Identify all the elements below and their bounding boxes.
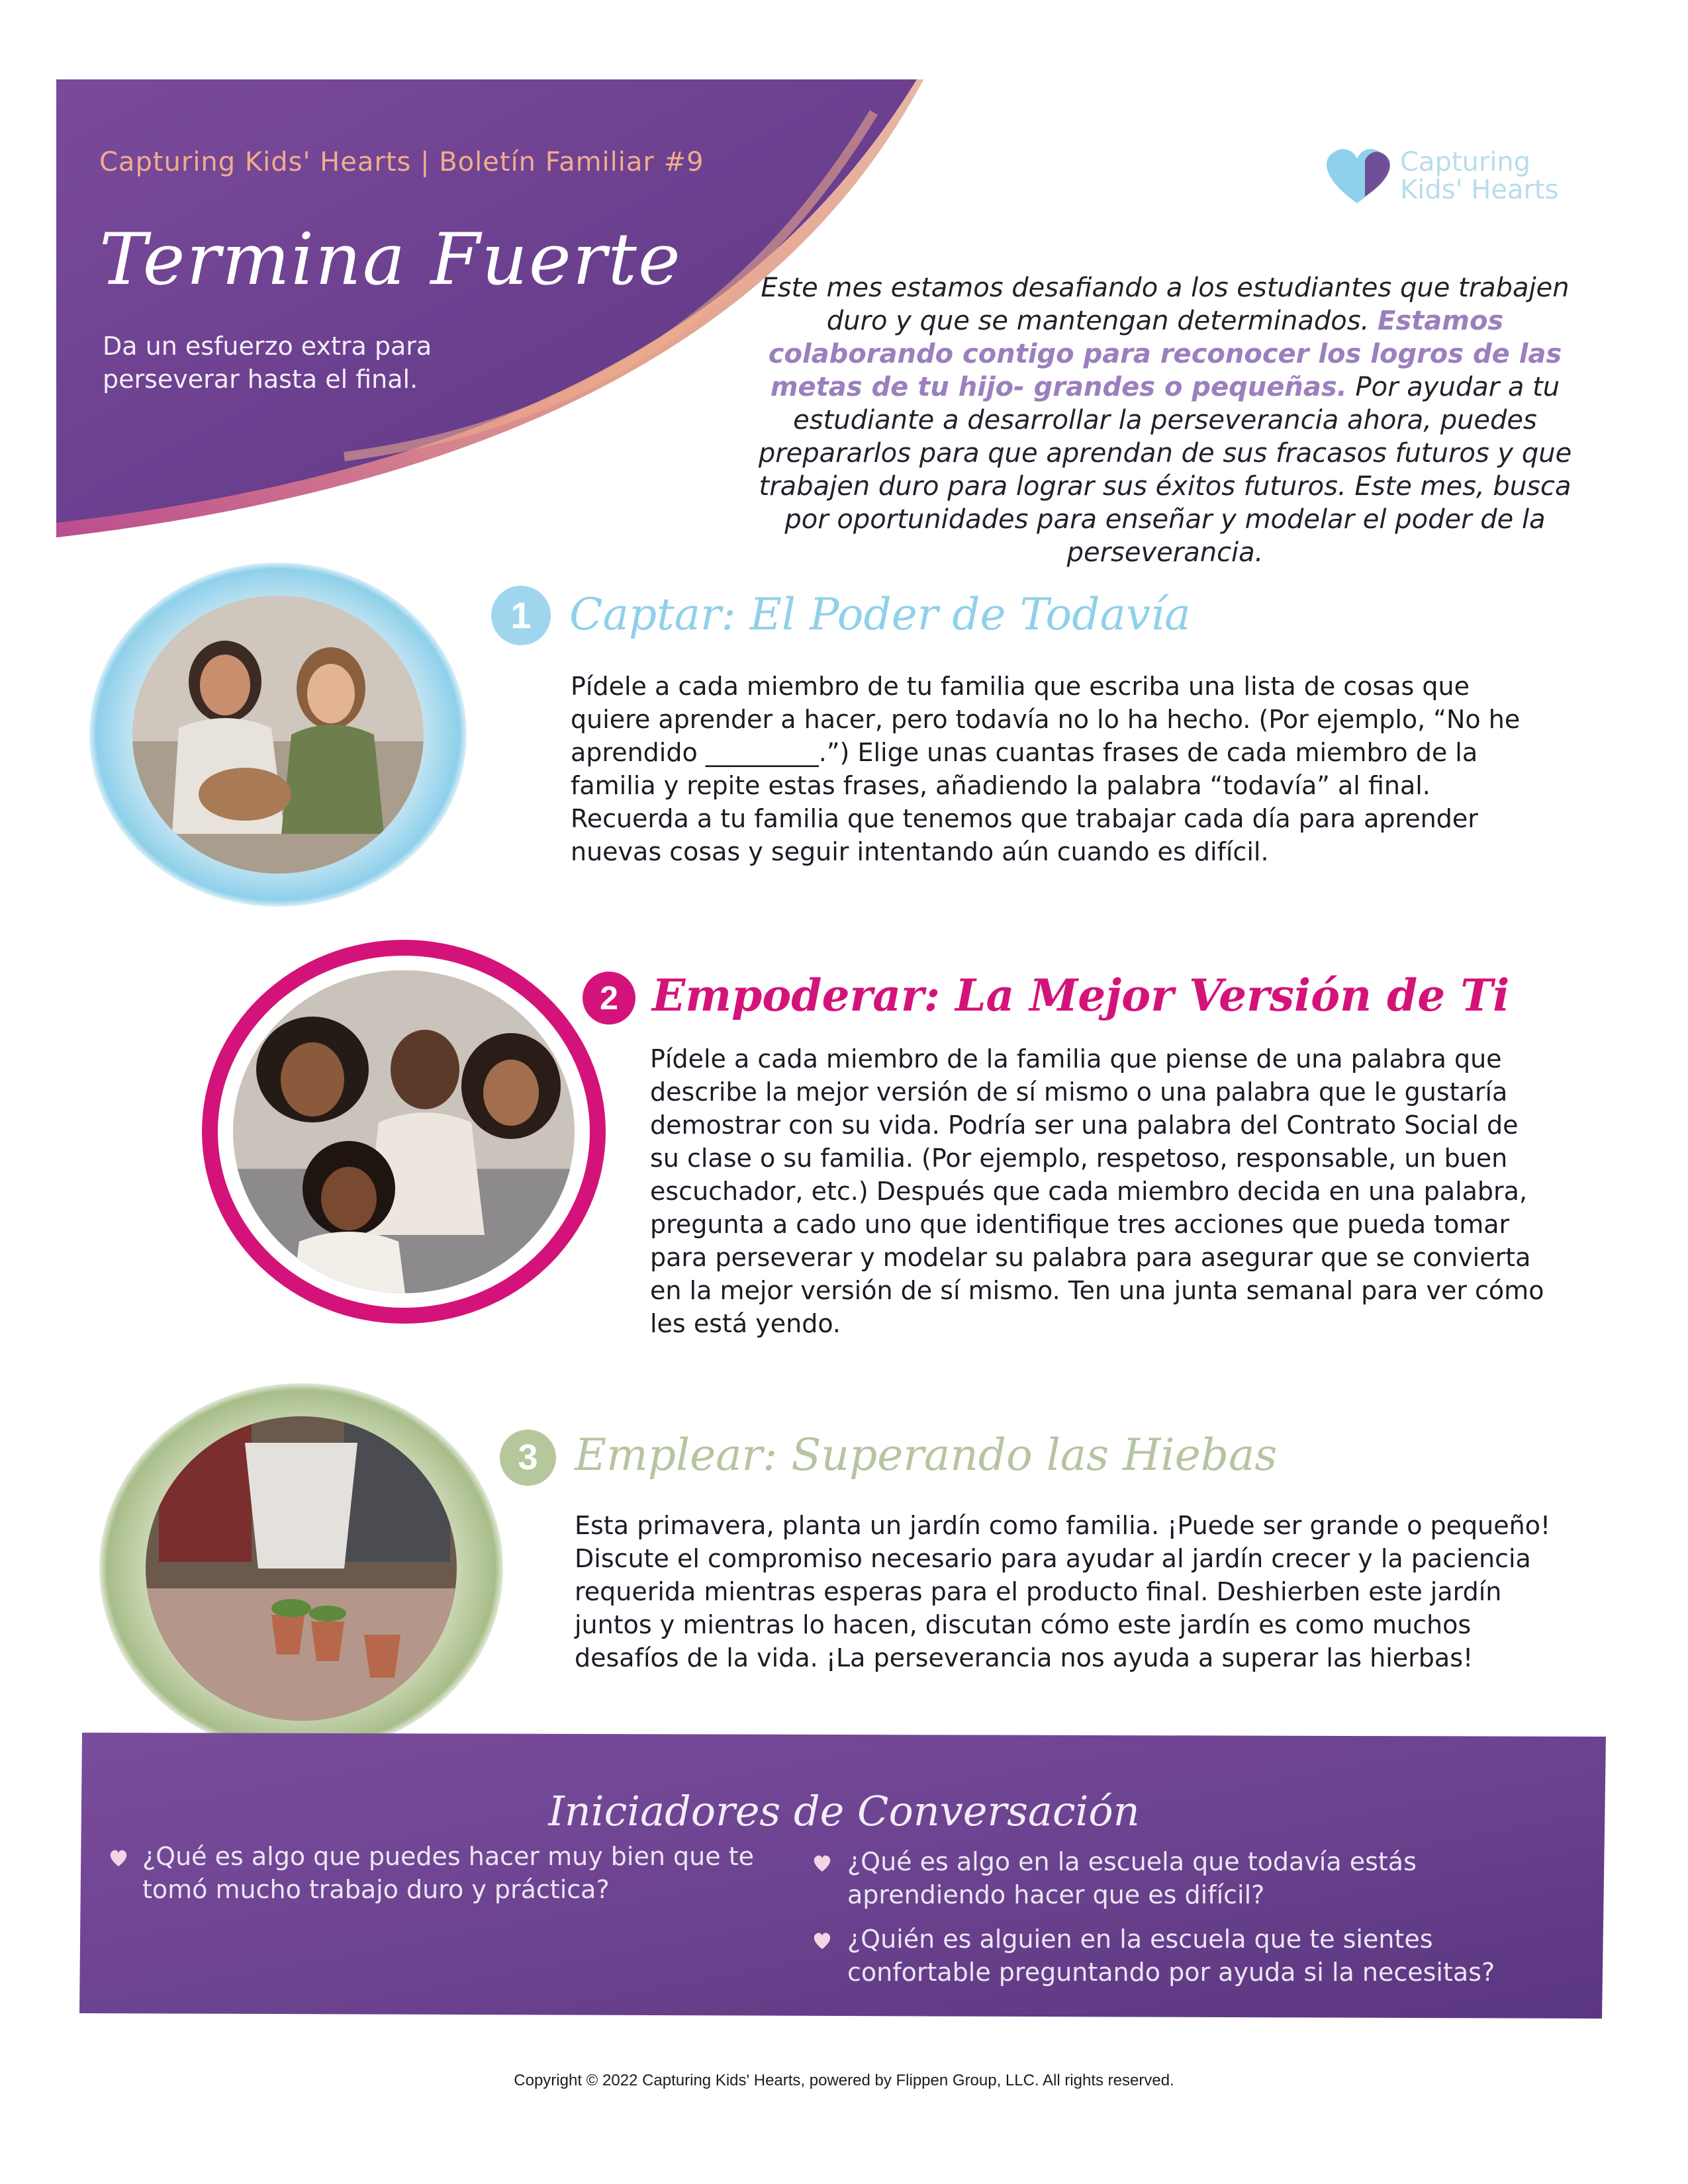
section-3-number: 3: [500, 1430, 556, 1486]
section-1-heading: Captar: El Poder de Todavía: [569, 589, 1191, 640]
section-2-heading: Empoderar: La Mejor Versión de Ti: [652, 970, 1510, 1021]
section-1-body: Pídele a cada miembro de tu familia que escriba una lista de cosas que quiere aprender a hacer, pero todavía no lo ha hecho. (Por ejemplo, “No he aprendido _________.”) Elige unas cuantas frases de cada miembro de la familia y repite estas frases, añadiendo la palabra “todavía” al final. Recuerda a tu familia que tenemos que trabajar cada día para aprender nuevas cosas y seguir intentando aún cuando es difícil.: [571, 672, 1521, 866]
photo-family: [233, 970, 575, 1293]
intro-text: Por ayudar a tu estudiante a desarrollar la perseverancia ahora, puedes prepararlos para que aprendan de sus fracasos futuros y que trabajen duro para lograr sus éxitos futuros. Este mes, busca por oportunidades para enseñar y modelar el poder de la perseverancia.: [758, 372, 1572, 568]
photo-garden: [146, 1416, 457, 1721]
conversation-starter-item: ¿Qué es algo en la escuela que todavía estás aprendiendo hacer que es difícil?: [847, 1847, 1417, 1909]
heart-bullet-icon: [811, 1929, 833, 1952]
page-title: Termina Fuerte: [99, 218, 682, 301]
intro-paragraph: [755, 271, 1575, 569]
conversation-starters-title: Iniciadores de Conversación: [548, 1787, 1140, 1835]
photo-two-girls: [132, 596, 424, 874]
logo-text: Capturing Kids' Hearts: [1400, 147, 1559, 205]
section-3-heading: Emplear: Superando las Hiebas: [575, 1430, 1278, 1480]
heart-bullet-icon: [811, 1852, 833, 1874]
page-subtitle: Da un esfuerzo extra para perseverar hasta el final.: [103, 332, 432, 394]
copyright-notice: Copyright © 2022 Capturing Kids' Hearts, powered by Flippen Group, LLC. All rights reserved.: [514, 2071, 1174, 2089]
intro-highlight: Estamos colaborando contigo para reconocer los logros de las metas de tu hijo- grandes o pequeñas.: [768, 306, 1562, 402]
section-2-body: Pídele a cada miembro de la familia que piense de una palabra que describe la mejor versión de sí mismo o una palabra que le gustaría demostrar con su vida. Podría ser una palabra del Contrato Social de su clase o su familia. (Por ejemplo, respetoso, responsable, un buen escuchador, etc.) Después que cada miembro decida en una palabra, pregunta a cado uno que identifique tres acciones que pueda tomar para perseverar y modelar su palabra para asegurar que se convierta en la mejor versión de sí mismo. Ten una junta semanal para ver cómo les está yendo.: [650, 1044, 1544, 1338]
section-1-number: 1: [491, 586, 551, 645]
section-3-body: Esta primavera, planta un jardín como familia. ¡Puede ser grande o pequeño! Discute el compromiso necesario para ayudar al jardín crecer y la paciencia requerida mientras esperas para el producto final. Deshierben este jardín juntos y mientras lo hacen, discutan cómo este jardín es como muchos desafíos de la vida. ¡La perseverancia nos ayuda a superar las hierbas!: [575, 1511, 1551, 1672]
conversation-starter-item: ¿Quién es alguien en la escuela que te sientes confortable preguntando por ayuda si la necesitas?: [847, 1925, 1495, 1987]
conversation-starter-item: ¿Qué es algo que puedes hacer muy bien que te tomó mucho trabajo duro y práctica?: [142, 1842, 754, 1904]
intro-text: Este mes estamos desafiando a los estudiantes que trabajen duro y que se mantengan determinados.: [761, 273, 1570, 336]
heart-bullet-icon: [107, 1846, 130, 1869]
section-2-number: 2: [583, 972, 635, 1024]
newsletter-label: Capturing Kids' Hearts | Boletín Familiar #9: [99, 147, 704, 177]
